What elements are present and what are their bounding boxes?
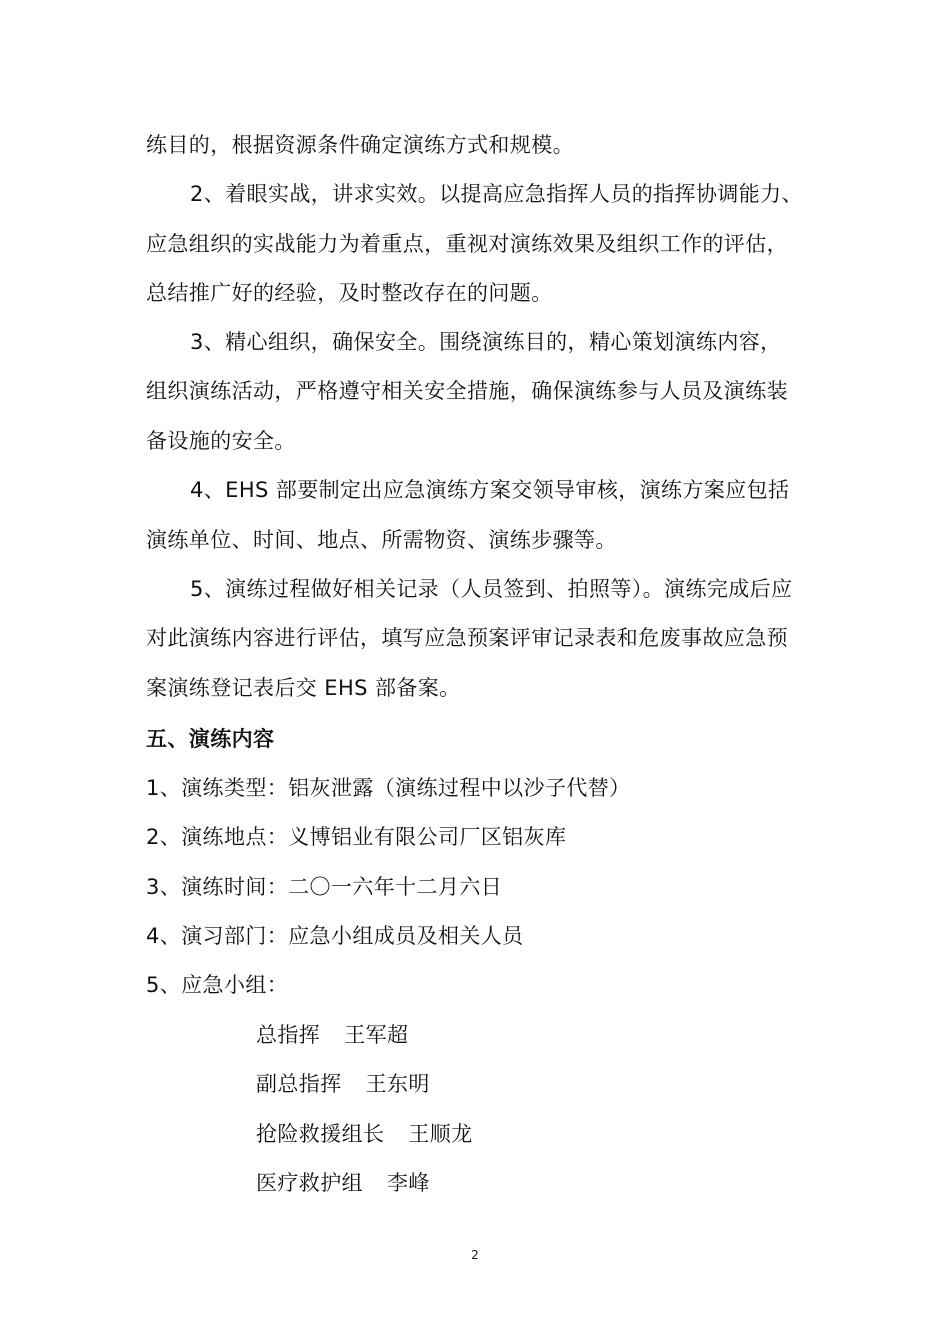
section-item-3: 3、演练时间：二〇一六年十二月六日 xyxy=(146,875,503,899)
paragraph-2-line-3: 总结推广好的经验，及时整改存在的问题。 xyxy=(146,281,553,305)
paragraph-4-line-2: 演练单位、时间、地点、所需物资、演练步骤等。 xyxy=(146,528,617,552)
team-member-4 xyxy=(256,1168,430,1198)
section-item-1: 1、演练类型：铝灰泄露（演练过程中以沙子代替） xyxy=(146,776,631,800)
team-member-name: 王顺龙 xyxy=(408,1122,473,1146)
paragraph-4-line-1: 4、EHS 部要制定出应急演练方案交领导审核，演练方案应包括 xyxy=(190,478,790,502)
section-item-4: 4、演习部门：应急小组成员及相关人员 xyxy=(146,924,524,948)
team-member-name: 王东明 xyxy=(365,1072,430,1096)
page-number: 2 xyxy=(471,1248,479,1262)
team-member-3 xyxy=(256,1119,473,1149)
team-member-role: 副总指挥 xyxy=(256,1072,342,1096)
paragraph-2-line-2: 应急组织的实战能力为着重点，重视对演练效果及组织工作的评估， xyxy=(146,232,788,256)
section-heading: 五、演练内容 xyxy=(146,727,275,751)
paragraph-2-line-1: 2、着眼实战，讲求实效。以提高应急指挥人员的指挥协调能力、 xyxy=(190,182,803,206)
team-member-role: 总指挥 xyxy=(256,1023,321,1047)
paragraph-5-line-1: 5、演练过程做好相关记录（人员签到、拍照等）。演练完成后应 xyxy=(190,577,793,601)
team-member-1 xyxy=(256,1020,408,1050)
paragraph-5-line-3: 案演练登记表后交 EHS 部备案。 xyxy=(146,676,461,700)
team-member-role: 抢险救援组长 xyxy=(256,1122,385,1146)
team-member-2 xyxy=(256,1069,430,1099)
team-member-role: 医疗救护组 xyxy=(256,1171,363,1195)
team-member-name: 王军超 xyxy=(344,1023,409,1047)
section-item-2: 2、演练地点：义博铝业有限公司厂区铝灰库 xyxy=(146,825,567,849)
paragraph-3-line-3: 备设施的安全。 xyxy=(146,429,296,453)
paragraph-3-line-1: 3、精心组织，确保安全。围绕演练目的，精心策划演练内容， xyxy=(190,330,782,354)
paragraph-3-line-2: 组织演练活动，严格遵守相关安全措施，确保演练参与人员及演练装 xyxy=(146,379,788,403)
paragraph-1-line-1: 练目的，根据资源条件确定演练方式和规模。 xyxy=(146,133,574,157)
team-member-name: 李峰 xyxy=(387,1171,430,1195)
paragraph-5-line-2: 对此演练内容进行评估，填写应急预案评审记录表和危废事故应急预 xyxy=(146,626,788,650)
section-item-5: 5、应急小组： xyxy=(146,973,289,997)
